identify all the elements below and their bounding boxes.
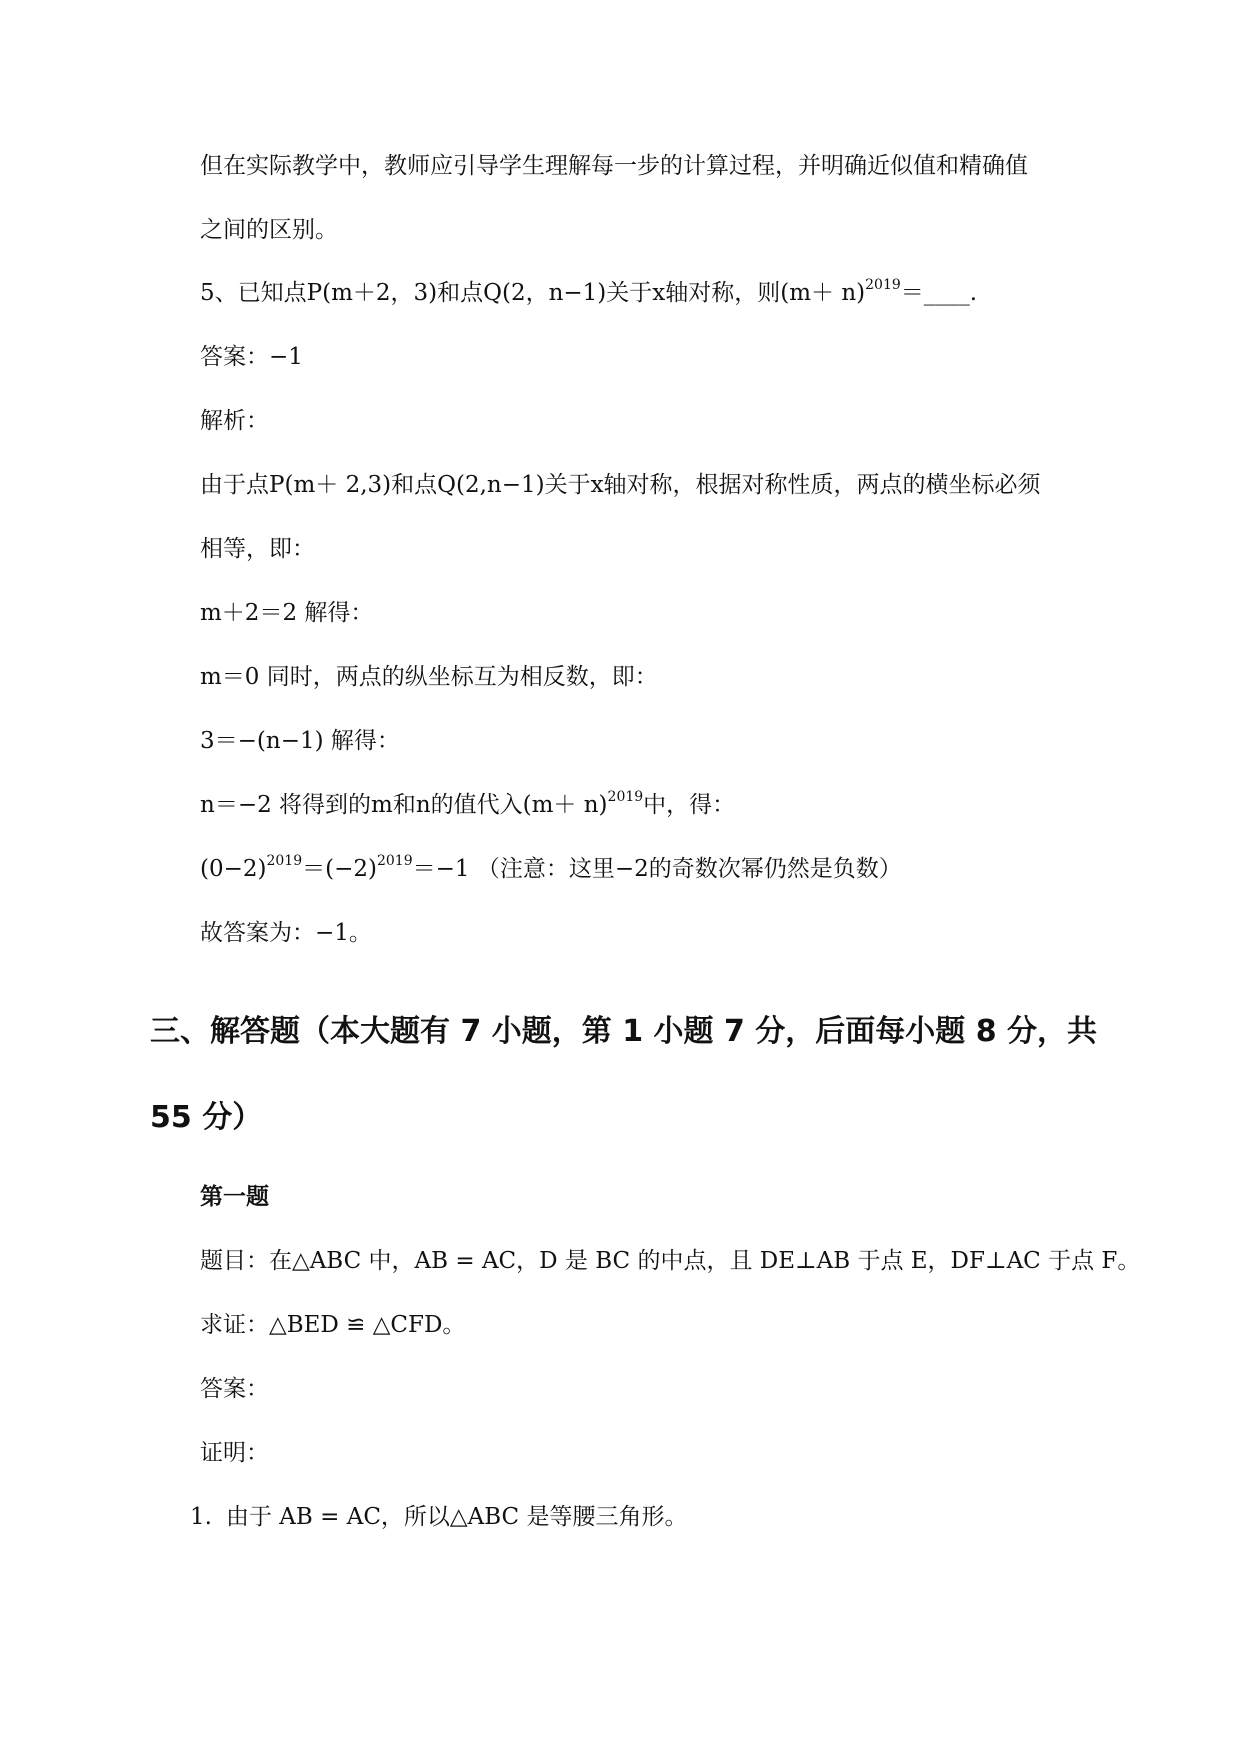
answer-label: 答案： xyxy=(200,1376,269,1402)
question-5-prefix: 5、已知点P(m＋2，3)和点Q(2，n−1)关于x轴对称，则(m＋ n) xyxy=(200,280,866,306)
analysis-step-6-prefix: n＝−2 将得到的m和n的值代入(m＋ n) xyxy=(200,792,608,818)
analysis-step-7-part-b: ＝(−2) xyxy=(302,856,377,882)
analysis-step-2: 相等，即： xyxy=(200,536,315,562)
question-5-exponent: 2019 xyxy=(865,277,901,293)
problem-title: 第一题 xyxy=(200,1184,269,1210)
proof-step-text: 由于 AB = AC，所以△ABC 是等腰三角形。 xyxy=(226,1504,688,1530)
analysis-step-5: 3＝−(n−1) 解得： xyxy=(200,728,400,754)
analysis-step-6-suffix: 中，得： xyxy=(643,792,736,818)
analysis-label: 解析： xyxy=(200,408,269,434)
analysis-step-6 xyxy=(200,790,735,820)
analysis-step-4: m＝0 同时，两点的纵坐标互为相反数，即： xyxy=(200,664,658,690)
analysis-step-7-part-a: (0−2) xyxy=(200,856,267,882)
analysis-step-7 xyxy=(200,854,902,884)
problem-statement: 题目：在△ABC 中，AB = AC，D 是 BC 的中点，且 DE⊥AB 于点 E，DF⊥AC 于点 F。 xyxy=(200,1248,1141,1274)
question-5-suffix: ＝____. xyxy=(900,280,978,306)
analysis-step-1: 由于点P(m＋ 2,3)和点Q(2,n−1)关于x轴对称，根据对称性质，两点的横坐标必须 xyxy=(200,472,1041,498)
problem-prove: 求证：△BED ≌ △CFD。 xyxy=(200,1312,466,1338)
proof-step-1 xyxy=(190,1502,687,1532)
analysis-step-6-exponent: 2019 xyxy=(607,789,644,805)
intro-line-1: 但在实际教学中，教师应引导学生理解每一步的计算过程，并明确近似值和精确值 xyxy=(200,153,1028,179)
analysis-step-7-part-c: ＝−1 （注意：这里−2的奇数次幂仍然是负数） xyxy=(412,856,902,882)
proof-label: 证明： xyxy=(200,1440,269,1466)
proof-step-number: 1. xyxy=(190,1504,212,1530)
answer-line: 答案：−1 xyxy=(200,344,303,370)
section-heading-line-1: 三、解答题（本大题有 7 小题，第 1 小题 7 分，后面每小题 8 分，共 xyxy=(150,1014,1098,1049)
section-heading-line-2: 55 分） xyxy=(150,1100,263,1135)
conclusion-line: 故答案为：−1。 xyxy=(200,920,372,946)
analysis-step-7-exponent-2: 2019 xyxy=(376,853,413,869)
intro-line-2: 之间的区别。 xyxy=(200,217,338,243)
analysis-step-3: m＋2＝2 解得： xyxy=(200,600,374,626)
question-5 xyxy=(200,278,977,308)
analysis-step-7-exponent-1: 2019 xyxy=(266,853,303,869)
